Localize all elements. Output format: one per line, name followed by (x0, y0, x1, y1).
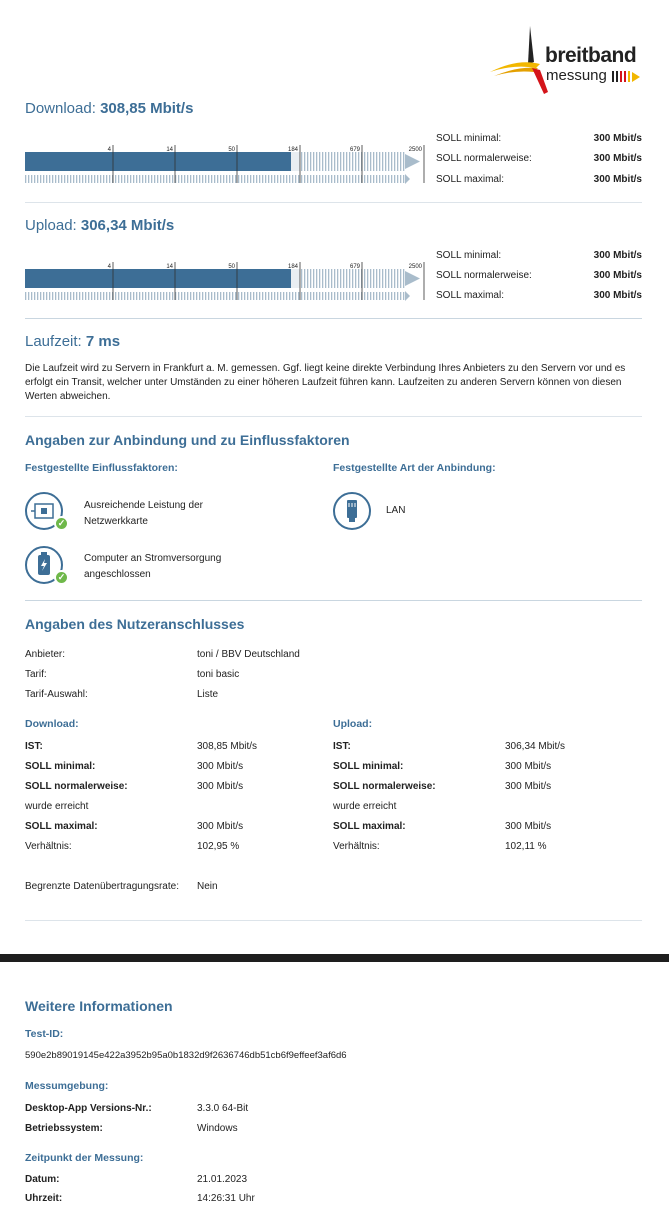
download-tick-label: 184 (287, 147, 298, 153)
time-value: 14:26:31 Uhr (197, 1193, 255, 1204)
time-label: Uhrzeit: (25, 1193, 63, 1204)
factor-item-network (84, 498, 203, 530)
upload-bar-hatch (300, 269, 405, 288)
test-id-value: 590e2b89019145e422a3952b95a0b1832d9f2636746db51cb6f9effeef3af6d6 (25, 1050, 347, 1061)
upload-tick-label: 2500 (408, 264, 422, 270)
user-download-reached: wurde erreicht (25, 801, 89, 812)
upload-soll-max-label: SOLL maximal: (436, 290, 504, 301)
user-upload-max-label: SOLL maximal: (333, 821, 406, 832)
upload-soll-norm-value: 300 Mbit/s (593, 270, 642, 281)
upload-value: 306,34 Mbit/s (80, 217, 175, 234)
user-upload-ratio-label: Verhältnis: (333, 841, 380, 852)
download-tick-label: 50 (228, 147, 235, 153)
user-download-max-label: SOLL maximal: (25, 821, 98, 832)
check-icon: ✓ (54, 516, 69, 531)
download-soll-max-value: 300 Mbit/s (593, 174, 642, 185)
download-label: Download: (25, 100, 96, 117)
user-upload-title: Upload: (333, 718, 373, 730)
divider (25, 202, 642, 203)
user-upload-norm-value: 300 Mbit/s (505, 781, 552, 792)
latency-label: Laufzeit: (25, 333, 82, 350)
download-scale-arrow (405, 174, 410, 184)
user-download-min-value: 300 Mbit/s (197, 761, 244, 772)
user-download-title: Download: (25, 718, 79, 730)
user-download-ratio-value: 102,95 % (197, 841, 240, 852)
user-title: Angaben des Nutzeranschlusses (25, 616, 245, 632)
user-upload-reached: wurde erreicht (333, 801, 397, 812)
user-upload-ist-label: IST: (333, 741, 351, 752)
download-soll-min-value: 300 Mbit/s (593, 133, 642, 144)
user-upload-min-value: 300 Mbit/s (505, 761, 552, 772)
provider-value: toni / BBV Deutschland (197, 649, 300, 660)
download-speed-bar (25, 145, 420, 187)
download-bar-fill (25, 152, 291, 171)
latency-description: Die Laufzeit wird zu Servern in Frankfurt a. M. gemessen. Ggf. liegt keine direkte Verbindung Ihres Anbieters zu den Servern vor und es erfolgt ein Transit, welcher unter Umständen zu einer höheren Laufzeit führen kann. Laufzeiten zu anderen Servern können von diesen Werten abweichen. (25, 363, 626, 402)
logo (488, 24, 648, 96)
os-value: Windows (197, 1123, 238, 1134)
upload-soll-max-value: 300 Mbit/s (593, 290, 642, 301)
version-label: Desktop-App Versions-Nr.: (25, 1103, 152, 1114)
user-upload-ratio-value: 102,11 % (505, 841, 547, 852)
connection-type: LAN (386, 505, 406, 516)
user-download-ist-value: 308,85 Mbit/s (197, 741, 258, 752)
download-soll-norm-label: SOLL normalerweise: (436, 153, 532, 164)
divider (25, 600, 642, 601)
factor-network-line2: Netzwerkkarte (84, 516, 148, 527)
download-tick-label: 679 (349, 147, 360, 153)
connection-title: Festgestellte Art der Anbindung: (333, 462, 496, 474)
download-soll-min-label: SOLL minimal: (436, 133, 502, 144)
upload-tick-label: 50 (228, 264, 235, 270)
divider (25, 416, 642, 417)
download-heading (25, 100, 193, 117)
latency-value: 7 ms (85, 333, 121, 350)
divider (25, 318, 642, 319)
upload-label: Upload: (25, 217, 77, 234)
download-bar-hatch (300, 152, 405, 171)
download-bar-arrow (405, 154, 420, 169)
tariff-selection-value: Liste (197, 689, 219, 700)
user-download-norm-value: 300 Mbit/s (197, 781, 244, 792)
user-download-ist-label: IST: (25, 741, 43, 752)
download-tick-label: 2500 (408, 147, 422, 153)
influence-title: Festgestellte Einflussfaktoren: (25, 462, 178, 474)
upload-scale-hatch (25, 292, 405, 300)
factors-title: Angaben zur Anbindung und zu Einflussfaktoren (25, 432, 350, 448)
logo-text-line1: breitband (545, 44, 637, 67)
limited-rate-label: Begrenzte Datenübertragungsrate: (25, 881, 179, 892)
upload-scale-arrow (405, 291, 410, 301)
version-value: 3.3.0 64-Bit (197, 1103, 249, 1114)
upload-tick-label: 14 (166, 264, 173, 270)
logo-flag-bars (612, 71, 642, 82)
factor-network-line1: Ausreichende Leistung der (84, 500, 203, 511)
download-tick-label: 4 (107, 147, 111, 153)
os-label: Betriebssystem: (25, 1123, 103, 1134)
user-download-min-label: SOLL minimal: (25, 761, 96, 772)
upload-tick-label: 4 (107, 264, 111, 270)
upload-bar-fill (25, 269, 291, 288)
user-download-max-value: 300 Mbit/s (197, 821, 244, 832)
upload-bar-arrow (405, 271, 420, 286)
check-icon: ✓ (54, 570, 69, 585)
more-info-title: Weitere Informationen (25, 998, 173, 1014)
upload-soll-min-label: SOLL minimal: (436, 250, 502, 261)
latency-heading (25, 333, 120, 350)
upload-speed-bar (25, 262, 420, 304)
factor-item-power (84, 551, 221, 583)
download-soll-norm-value: 300 Mbit/s (593, 153, 642, 164)
download-tick-label: 14 (166, 147, 173, 153)
factor-power-line2: angeschlossen (84, 569, 151, 580)
user-download-ratio-label: Verhältnis: (25, 841, 72, 852)
upload-heading (25, 217, 174, 234)
upload-soll-min-value: 300 Mbit/s (593, 250, 642, 261)
upload-soll-norm-label: SOLL normalerweise: (436, 270, 532, 281)
limited-rate-value: Nein (197, 881, 218, 892)
upload-tick-label: 184 (287, 264, 298, 270)
logo-text-line2: messung (546, 67, 607, 84)
tariff-selection-label: Tarif-Auswahl: (25, 689, 88, 700)
tariff-value: toni basic (197, 669, 240, 680)
download-scale-hatch (25, 175, 405, 183)
user-upload-ist-value: 306,34 Mbit/s (505, 741, 566, 752)
tariff-label: Tarif: (25, 669, 47, 680)
download-bar-graphic (25, 145, 420, 187)
user-download-norm-label: SOLL normalerweise: (25, 781, 128, 792)
lan-plug-icon (333, 492, 371, 530)
divider (25, 920, 642, 921)
upload-bar-graphic (25, 262, 420, 304)
download-value: 308,85 Mbit/s (100, 100, 194, 117)
time-title: Zeitpunkt der Messung: (25, 1152, 144, 1164)
logo-swoosh-icon (488, 24, 548, 96)
user-upload-max-value: 300 Mbit/s (505, 821, 552, 832)
date-value: 21.01.2023 (197, 1174, 248, 1185)
env-title: Messumgebung: (25, 1080, 109, 1092)
download-soll-max-label: SOLL maximal: (436, 174, 504, 185)
factor-power-line1: Computer an Stromversorgung (84, 553, 222, 564)
upload-tick-label: 679 (349, 264, 360, 270)
page-break-band (0, 954, 669, 962)
date-label: Datum: (25, 1174, 60, 1185)
user-upload-norm-label: SOLL normalerweise: (333, 781, 436, 792)
provider-label: Anbieter: (25, 649, 66, 660)
user-upload-min-label: SOLL minimal: (333, 761, 404, 772)
test-id-title: Test-ID: (25, 1028, 64, 1040)
